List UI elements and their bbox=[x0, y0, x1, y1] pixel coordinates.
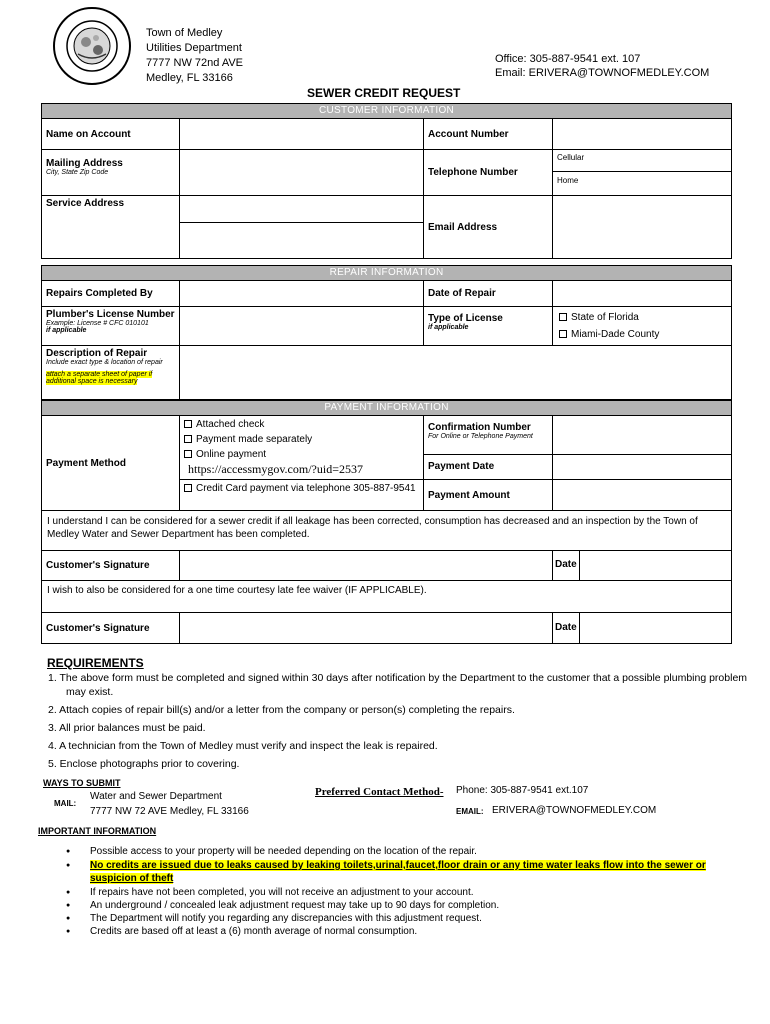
online-payment-option[interactable] bbox=[184, 447, 419, 462]
repairs-completed-by-label: Repairs Completed By bbox=[42, 281, 180, 307]
state-of-florida-label: State of Florida bbox=[571, 312, 639, 323]
important-information-title: IMPORTANT INFORMATION bbox=[38, 826, 157, 836]
payment-information-table bbox=[41, 400, 732, 644]
office-email: Email: ERIVERA@TOWNOFMEDLEY.COM bbox=[495, 67, 710, 79]
telephone-number-label: Telephone Number bbox=[424, 150, 553, 196]
cellular-label: Cellular bbox=[557, 153, 585, 162]
important-item: ● Possible access to your property will be needed depending on the location of the repair. bbox=[66, 845, 726, 858]
type-if-applicable: if applicable bbox=[428, 324, 469, 331]
cellular-field[interactable] bbox=[553, 150, 731, 172]
signature-date-cell bbox=[553, 551, 732, 581]
preferred-contact-method: Preferred Contact Method- bbox=[315, 786, 444, 798]
payment-information-band: PAYMENT INFORMATION bbox=[42, 401, 732, 416]
requirement-item: 5. Enclose photographs prior to covering. bbox=[48, 758, 240, 770]
preferred-phone: Phone: 305-887-9541 ext.107 bbox=[456, 785, 589, 796]
important-item bbox=[66, 859, 726, 885]
type-of-license-label-cell bbox=[424, 307, 553, 346]
important-item: ● Credits are based off at least a (6) month average of normal consumption. bbox=[66, 925, 726, 938]
name-on-account-label: Name on Account bbox=[42, 119, 180, 150]
important-item: ● If repairs have not been completed, you will not receive an adjustment to your account. bbox=[66, 886, 726, 899]
mailing-address-label-cell bbox=[42, 150, 180, 196]
service-address-label: Service Address bbox=[42, 196, 180, 259]
preferred-email: ERIVERA@TOWNOFMEDLEY.COM bbox=[492, 805, 657, 816]
description-label-cell bbox=[42, 346, 180, 400]
repairs-completed-by-field[interactable] bbox=[180, 281, 424, 307]
payment-method-label: Payment Method bbox=[42, 416, 180, 511]
license-example: Example: License # CFC 010101 bbox=[46, 320, 149, 327]
customer-information-table bbox=[41, 103, 732, 259]
department-address bbox=[146, 26, 243, 86]
confirmation-number-label: Confirmation Number bbox=[428, 422, 531, 433]
ways-to-submit-title: WAYS TO SUBMIT bbox=[43, 778, 121, 788]
online-payment-label: Online payment bbox=[196, 449, 267, 460]
town-seal bbox=[52, 6, 132, 86]
miami-dade-option[interactable] bbox=[559, 326, 727, 343]
mail-label: MAIL: bbox=[54, 799, 77, 808]
address-line: 7777 NW 72nd AVE bbox=[146, 57, 244, 69]
requirement-item: 3. All prior balances must be paid. bbox=[48, 722, 206, 734]
online-payment-link[interactable]: https://accessmygov.com/?uid=2537 bbox=[188, 462, 363, 476]
home-label: Home bbox=[557, 176, 579, 185]
miami-dade-label: Miami-Dade County bbox=[571, 329, 660, 340]
name-on-account-field[interactable] bbox=[180, 119, 424, 150]
state-of-florida-checkbox[interactable] bbox=[559, 313, 567, 321]
payment-date-label: Payment Date bbox=[424, 454, 553, 479]
attached-check-option[interactable] bbox=[184, 417, 419, 432]
telephone-cell bbox=[553, 150, 732, 196]
customer-information-band: CUSTOMER INFORMATION bbox=[42, 104, 732, 119]
requirement-item: 2. Attach copies of repair bill(s) and/or a letter from the company or person(s) completing the repairs. bbox=[48, 704, 515, 716]
license-if-applicable: if applicable bbox=[46, 327, 87, 334]
credit-card-option[interactable] bbox=[180, 480, 424, 511]
address-line: Medley, FL 33166 bbox=[146, 72, 233, 84]
form-title: SEWER CREDIT REQUEST bbox=[307, 86, 461, 100]
requirements-list bbox=[48, 671, 768, 775]
license-type-options bbox=[553, 307, 732, 346]
plumbers-license-label: Plumber's License Number bbox=[46, 309, 175, 320]
payment-separately-label: Payment made separately bbox=[196, 434, 313, 445]
office-phone: Office: 305-887-9541 ext. 107 bbox=[495, 53, 641, 65]
mailing-address-hint: City, State Zip Code bbox=[46, 169, 109, 176]
signature-date-cell-2 bbox=[553, 613, 732, 644]
account-number-label: Account Number bbox=[424, 119, 553, 150]
confirmation-hint: For Online or Telephone Payment bbox=[428, 433, 533, 440]
acknowledgement-text: I understand I can be considered for a sewer credit if all leakage has been corrected, consumption has decreased and an inspection by the Town of Medley Water and Sewer Department has been completed. bbox=[42, 511, 732, 551]
service-address-field-1[interactable] bbox=[180, 196, 424, 223]
late-fee-waiver-text: I wish to also be considered for a one time courtesy late fee waiver (IF APPLICABLE). bbox=[42, 581, 732, 613]
mail-line-1: Water and Sewer Department bbox=[90, 791, 222, 802]
customer-signature-field-2[interactable] bbox=[180, 613, 553, 644]
account-number-field[interactable] bbox=[553, 119, 732, 150]
payment-amount-field[interactable] bbox=[553, 480, 732, 511]
date-of-repair-label: Date of Repair bbox=[424, 281, 553, 307]
description-of-repair-field[interactable] bbox=[180, 346, 732, 400]
state-of-florida-option[interactable] bbox=[559, 309, 727, 326]
payment-separately-checkbox[interactable] bbox=[184, 435, 192, 443]
customer-signature-label-2: Customer's Signature bbox=[42, 613, 180, 644]
requirements-title: REQUIREMENTS bbox=[47, 656, 144, 670]
customer-signature-field[interactable] bbox=[180, 551, 553, 581]
attached-check-checkbox[interactable] bbox=[184, 420, 192, 428]
signature-date-field-2[interactable] bbox=[580, 613, 731, 643]
important-item: ● The Department will notify you regarding any discrepancies with this adjustment request. bbox=[66, 912, 726, 925]
mailing-address-label: Mailing Address bbox=[46, 158, 123, 169]
email-label: EMAIL: bbox=[456, 807, 484, 816]
description-of-repair-label: Description of Repair bbox=[46, 348, 148, 359]
type-of-license-label: Type of License bbox=[428, 313, 503, 324]
attach-note-line-2: additional space is necessary bbox=[46, 378, 138, 385]
date-of-repair-field[interactable] bbox=[553, 281, 732, 307]
repair-information-table bbox=[41, 265, 732, 400]
mail-line-2: 7777 NW 72 AVE Medley, FL 33166 bbox=[90, 806, 249, 817]
service-address-field-2[interactable] bbox=[180, 223, 424, 259]
no-credits-warning: No credits are issued due to leaks caused by leaking toilets,urinal,faucet,floor drain or any time water leaks flow into the sewer or suspicion of theft bbox=[90, 860, 706, 884]
payment-method-options bbox=[180, 416, 424, 480]
important-item: ● An underground / concealed leak adjustment request may take up to 90 days for completion. bbox=[66, 899, 726, 912]
requirement-item: 4. A technician from the Town of Medley must verify and inspect the leak is repaired. bbox=[48, 740, 438, 752]
online-payment-checkbox[interactable] bbox=[184, 450, 192, 458]
plumbers-license-field[interactable] bbox=[180, 307, 424, 346]
payment-date-field[interactable] bbox=[553, 454, 732, 479]
customer-signature-label: Customer's Signature bbox=[42, 551, 180, 581]
attached-check-label: Attached check bbox=[196, 419, 265, 430]
email-address-field[interactable] bbox=[553, 196, 732, 259]
description-hint: Include exact type & location of repair bbox=[46, 359, 163, 366]
plumbers-license-label-cell bbox=[42, 307, 180, 346]
payment-amount-label: Payment Amount bbox=[424, 480, 553, 511]
repair-information-band: REPAIR INFORMATION bbox=[42, 266, 732, 281]
attach-note-line-1: attach a separate sheet of paper if bbox=[46, 371, 153, 378]
credit-card-checkbox[interactable] bbox=[184, 484, 192, 492]
requirement-item: 1. The above form must be completed and signed within 30 days after notification by the Department to the customer that a possible plumbing problem may exist. bbox=[48, 672, 748, 698]
signature-date-label-2: Date bbox=[553, 613, 580, 643]
mailing-address-field[interactable] bbox=[180, 150, 424, 196]
miami-dade-checkbox[interactable] bbox=[559, 330, 567, 338]
confirmation-number-label-cell bbox=[424, 416, 553, 455]
address-line: Town of Medley bbox=[146, 27, 223, 39]
email-address-label: Email Address bbox=[424, 196, 553, 259]
confirmation-number-field[interactable] bbox=[553, 416, 732, 455]
payment-separately-option[interactable] bbox=[184, 432, 419, 447]
credit-card-label: Credit Card payment via telephone 305-887-9541 bbox=[196, 483, 416, 494]
signature-date-label: Date bbox=[553, 551, 580, 580]
address-line: Utilities Department bbox=[146, 42, 242, 54]
home-field[interactable] bbox=[553, 172, 731, 194]
important-information-list bbox=[66, 845, 726, 938]
signature-date-field[interactable] bbox=[580, 551, 731, 580]
